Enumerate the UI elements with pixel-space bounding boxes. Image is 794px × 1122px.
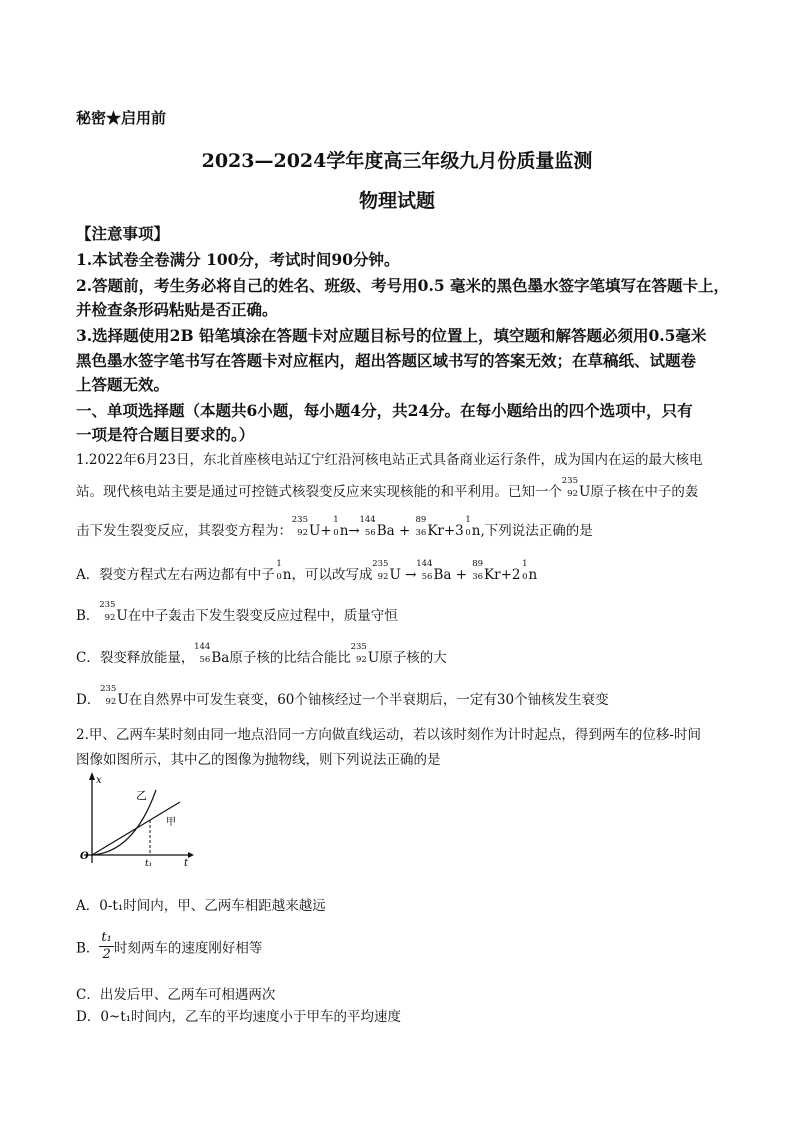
t1-label: t₁ (145, 859, 153, 868)
note-2a: 2.答题前，考生务必将自己的姓名、班级、考号用0.5 毫米的黑色墨水签字笔填写在答题卡上， (76, 276, 730, 295)
q1-line3-end: ,下列说法正确的是 (480, 523, 593, 539)
q2-option-c: C．出发后甲、乙两车可相遇两次 (76, 987, 276, 1003)
note-3c: 上答题无效。 (76, 375, 170, 394)
q1-option-a: A．裂变方程式左右两边都有中子 1 0 n，可以改写成 235 92 U → 144 56 Ba + 89 36 Kr+2 1 0 n (76, 559, 538, 583)
q1-option-d: D． 235 92 U在自然界中可发生衰变，60个铀核经过一个半衰期后，一定有30个铀核发生衰变 (76, 684, 609, 708)
q2-line2: 图像如图所示，其中乙的图像为抛物线，则下列说法正确的是 (76, 752, 441, 768)
t1-half-fraction: $\frac{\text{t₁}}{2}$ (101, 930, 112, 962)
nuclide-kr89: 89 36 (472, 559, 484, 582)
q2-line1: 2.甲、乙两车某时刻由同一地点沿同一方向做直线运动，若以该时刻作为计时起点，得到两车的位移-时间 (76, 727, 701, 743)
nuclide-u235: 235 92 (99, 600, 116, 623)
q1-line2-end: 原子核在中子的轰 (590, 484, 699, 500)
nuclide-neutron: 1 0 (465, 515, 471, 538)
label-yi: 乙 (136, 789, 147, 802)
position-time-graph (74, 768, 194, 868)
exam-title: 2023—2024学年度高三年级九月份质量监测 (201, 150, 593, 172)
section1-heading: 一、单项选择题（本题共6小题，每小题4分，共24分。在每小题给出的四个选项中，只有 (76, 401, 693, 420)
nuclide-ba144: 144 56 (194, 642, 211, 665)
nuclide-u235: 235 92 (350, 642, 367, 665)
label-jia: 甲 (166, 817, 176, 828)
nuclide-neutron: 1 0 (276, 559, 282, 582)
x-axis-label: t (184, 858, 189, 868)
x-axis-arrow (188, 852, 194, 858)
note-3b: 黑色墨水签字笔书写在答题卡对应框内，超出答题区域书写的答案无效；在草稿纸、试题卷 (76, 351, 697, 370)
q1-equation-line: 击下发生裂变反应，其裂变方程为： 235 92 U+ 1 0 n→ 144 56 Ba + 89 36 Kr+3 1 0 n,下列说法正确的是 (76, 515, 593, 539)
y-axis-arrow (89, 772, 95, 780)
q1-line2: 站。现代核电站主要是通过可控链式核裂变反应来实现核能的和平利用。已知一个 235 92 U原子核在中子的轰 (76, 476, 699, 500)
nuclide-u235: 235 92 (561, 476, 578, 499)
q2-option-d: D．0~t₁时间内，乙车的平均速度小于甲车的平均速度 (76, 1009, 402, 1025)
q1-line1: 1.2022年6月23日，东北首座核电站辽宁红沿河核电站正式具备商业运行条件，成为国内在运的最大核电 (76, 452, 703, 468)
nuclide-u235: 235 92 (372, 559, 389, 582)
secret-label: 秘密★启用前 (76, 109, 167, 127)
note-2b: 并检查条形码粘贴是否正确。 (76, 300, 278, 319)
note-3a: 3.选择题使用2B 铅笔填涂在答题卡对应题目标号的位置上，填空题和解答题必须用0.5毫米 (76, 326, 707, 345)
notes-heading: 【注意事项】 (76, 224, 170, 243)
nuclide-u235: 235 92 (100, 684, 117, 707)
nuclide-kr89: 89 36 (415, 515, 427, 538)
q1-option-b: B． 235 92 U在中子轰击下发生裂变反应过程中，质量守恒 (76, 600, 398, 624)
q2-option-a: A．0-t₁时间内，甲、乙两车相距越来越远 (76, 898, 326, 914)
exam-subtitle: 物理试题 (358, 190, 435, 212)
nuclide-u235: 235 92 (291, 515, 308, 538)
nuclide-neutron: 1 0 (333, 515, 339, 538)
q2-option-b: B． $\frac{\text{t₁}}{2}$ 时刻两车的速度刚好相等 (76, 930, 263, 962)
y-axis-label: x (96, 775, 102, 786)
q1-option-c: C．裂变释放能量， 144 56 Ba原子核的比结合能比 235 92 U原子核的大 (76, 642, 447, 666)
origin-label: O (80, 851, 89, 862)
nuclide-ba144: 144 56 (416, 559, 433, 582)
q1-line3-text: 击下发生裂变反应，其裂变方程为： (76, 523, 292, 539)
section1-heading-2: 一项是符合题目要求的。） (76, 425, 255, 444)
note-1: 1.本试卷全卷满分 100分，考试时间90分钟。 (76, 250, 400, 269)
q1-line2-text: 站。现代核电站主要是通过可控链式核裂变反应来实现核能的和平利用。已知一个 (76, 484, 562, 500)
nuclide-ba144: 144 56 (359, 515, 376, 538)
nuclide-neutron: 1 0 (522, 559, 528, 582)
